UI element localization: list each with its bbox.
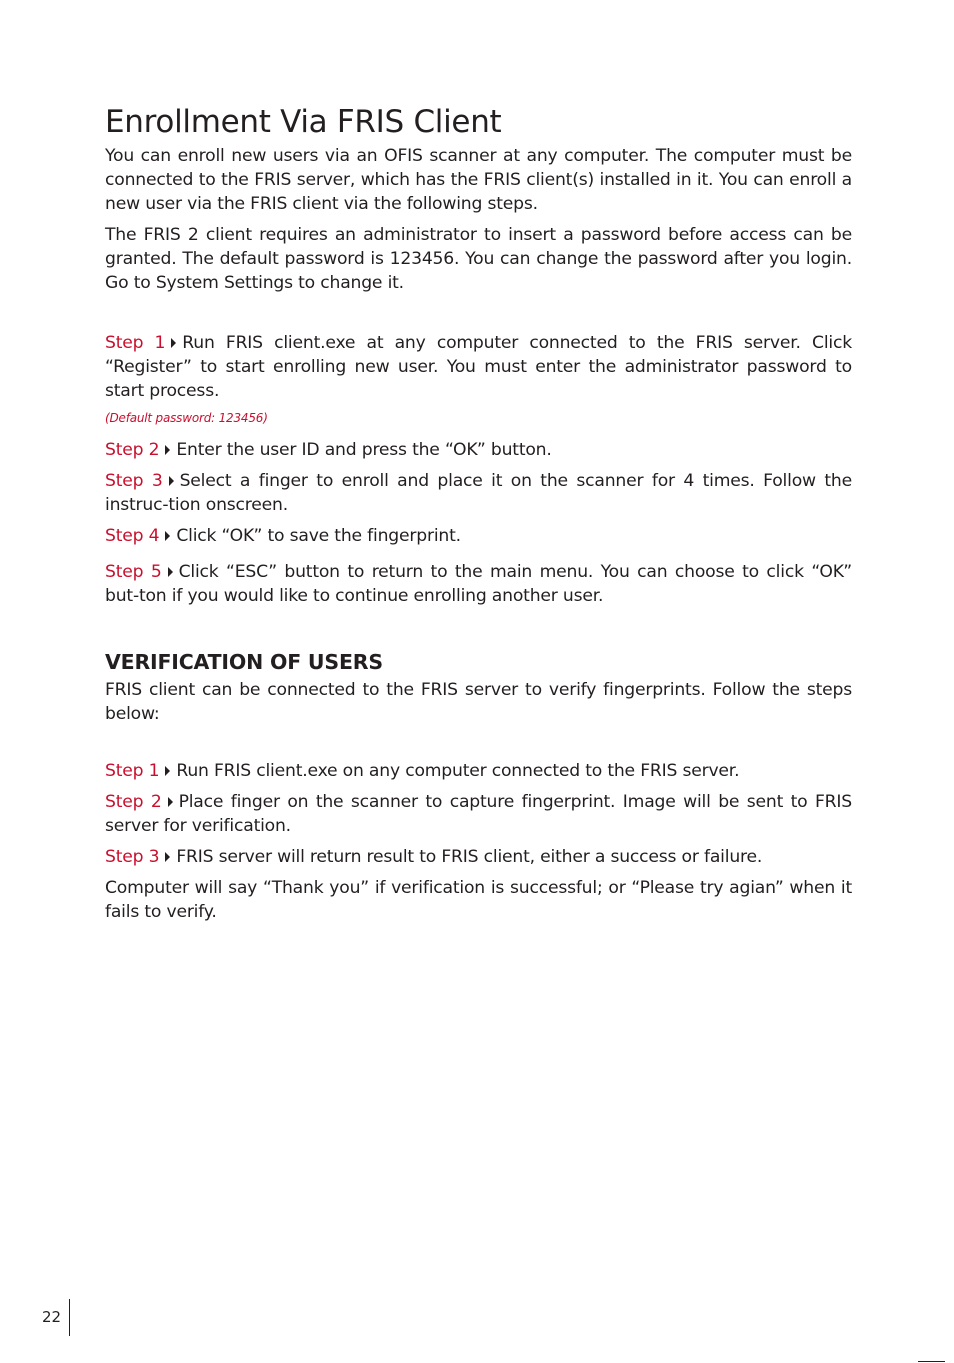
default-password-note: (Default password: 123456) bbox=[105, 411, 268, 425]
step-label: Step 2 bbox=[105, 440, 160, 460]
verify-step-2 bbox=[105, 790, 852, 838]
step-label: Step 5 bbox=[105, 562, 162, 582]
enroll-step-4 bbox=[105, 524, 852, 548]
step-label: Step 2 bbox=[105, 792, 162, 812]
step-label: Step 4 bbox=[105, 526, 160, 546]
page-number: 22 bbox=[42, 1308, 62, 1326]
step-text: Place finger on the scanner to capture fingerprint. Image will be sent to FRIS server for verification. bbox=[105, 792, 852, 836]
triangle-right-icon bbox=[165, 766, 170, 776]
footer-divider bbox=[69, 1299, 70, 1336]
intro-paragraph-1: You can enroll new users via an OFIS scanner at any computer. The computer must be connected to the FRIS server, which has the FRIS client(s) installed in it. You can enroll a new user via the FRIS client via the following steps. bbox=[105, 146, 852, 214]
section-heading: VERIFICATION OF USERS bbox=[105, 650, 383, 674]
page-title: Enrollment Via FRIS Client bbox=[105, 104, 502, 140]
verify-step-3 bbox=[105, 845, 852, 869]
intro-paragraph-2: The FRIS 2 client requires an administrator to insert a password before access can be granted. The default password is 123456. You can change the password after you login. Go to System Settings to change it. bbox=[105, 225, 852, 293]
step-label: Step 3 bbox=[105, 471, 163, 491]
triangle-right-icon bbox=[165, 445, 170, 455]
step-text: Run FRIS client.exe at any computer connected to the FRIS server. Click “Register” to start enrolling new user. You must enter the administrator password to start process. bbox=[105, 333, 852, 401]
step-label: Step 1 bbox=[105, 333, 166, 353]
page-content bbox=[105, 103, 852, 924]
step-text: Click “ESC” button to return to the main menu. You can choose to click “OK” but-ton if you would like to continue enrolling another user. bbox=[105, 562, 852, 606]
enroll-step-3 bbox=[105, 469, 852, 517]
step-text: Click “OK” to save the fingerprint. bbox=[176, 526, 461, 546]
triangle-right-icon bbox=[168, 567, 173, 577]
step-label: Step 3 bbox=[105, 847, 160, 867]
verification-closing: Computer will say “Thank you” if verification is successful; or “Please try agian” when it fails to verify. bbox=[105, 878, 852, 922]
step-text: Select a finger to enroll and place it on the scanner for 4 times. Follow the instruc-tion onscreen. bbox=[105, 471, 852, 515]
enroll-step-1 bbox=[105, 331, 852, 403]
step-text: Enter the user ID and press the “OK” button. bbox=[176, 440, 552, 460]
triangle-right-icon bbox=[169, 476, 174, 486]
triangle-right-icon bbox=[168, 797, 173, 807]
step-label: Step 1 bbox=[105, 761, 160, 781]
enroll-step-2 bbox=[105, 438, 852, 462]
triangle-right-icon bbox=[171, 338, 176, 348]
verification-intro: FRIS client can be connected to the FRIS server to verify fingerprints. Follow the steps below: bbox=[105, 680, 852, 724]
verify-step-1 bbox=[105, 759, 852, 783]
corner-divider bbox=[918, 1361, 945, 1362]
triangle-right-icon bbox=[165, 531, 170, 541]
step-text: Run FRIS client.exe on any computer connected to the FRIS server. bbox=[176, 761, 740, 781]
triangle-right-icon bbox=[165, 852, 170, 862]
enroll-step-5 bbox=[105, 560, 852, 608]
step-text: FRIS server will return result to FRIS client, either a success or failure. bbox=[176, 847, 763, 867]
